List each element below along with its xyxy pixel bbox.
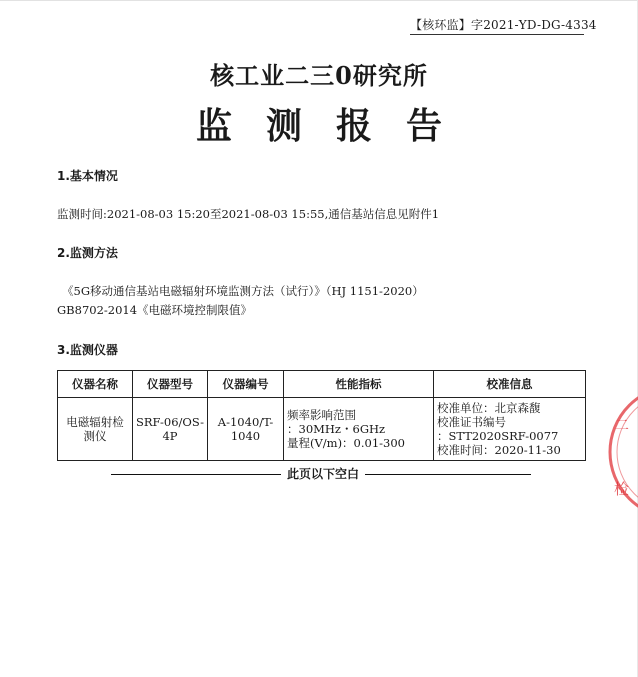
end-divider-right <box>365 474 531 475</box>
section-heading-instruments: 3.监测仪器 <box>57 343 118 357</box>
cell-text: 1040 <box>230 429 261 443</box>
table-row <box>58 398 586 461</box>
official-seal-stamp <box>598 382 638 522</box>
monitoring-time-text: 监测时间:2021-08-03 15:20至2021-08-03 15:55,通信基站信息见附件1 <box>57 207 440 221</box>
cell-text: 频率影响范围 <box>287 408 356 422</box>
section-heading-method: 2.监测方法 <box>57 246 118 260</box>
end-of-page-marker: 此页以下空白 <box>286 467 359 481</box>
calibration-cell <box>434 398 586 461</box>
cell-text: ：STT2020SRF-0077 <box>437 429 559 443</box>
performance-cell <box>284 398 434 461</box>
column-header: 仪器名称 <box>58 371 133 398</box>
instrument-name-cell <box>58 398 133 461</box>
cell-text: 量程(V/m)：0.01-300 <box>287 436 405 450</box>
cell-text: 校准单位：北京森馥 <box>437 401 541 415</box>
cell-text: SRF-06/OS- <box>136 415 205 429</box>
organization-title: 核工业二三0研究所 <box>210 61 428 90</box>
svg-text:二: 二 <box>615 418 629 434</box>
cell-text: 电磁辐射检 <box>66 415 124 429</box>
instrument-table <box>57 370 586 461</box>
seal-graphic <box>598 382 638 522</box>
method-standard-2: GB8702-2014《电磁环境控制限值》 <box>57 303 253 317</box>
section-heading-basic: 1.基本情况 <box>57 169 118 183</box>
column-header: 性能指标 <box>284 371 434 398</box>
column-header: 仪器编号 <box>208 371 284 398</box>
cell-text: 测仪 <box>83 429 107 443</box>
document-number: 【核环监】字2021-YD-DG-4334 <box>410 16 584 35</box>
table-header-row <box>58 371 586 398</box>
instrument-model-cell <box>133 398 208 461</box>
cell-text: 校准时间：2020-11-30 <box>437 443 561 457</box>
instrument-serial-cell <box>208 398 284 461</box>
svg-text:检: 检 <box>614 480 630 498</box>
cell-text: A-1040/T- <box>217 415 274 429</box>
page-edge <box>0 0 638 1</box>
cell-text: 校准证书编号 <box>437 415 506 429</box>
end-divider-left <box>111 474 281 475</box>
report-title: 监测报告 <box>195 105 476 147</box>
column-header: 仪器型号 <box>133 371 208 398</box>
cell-text: 4P <box>162 429 178 443</box>
cell-text: ：30MHz・6GHz <box>287 422 386 436</box>
method-standard-1: 《5G移动通信基站电磁辐射环境监测方法（试行）》（HJ 1151-2020） <box>62 284 424 298</box>
column-header: 校准信息 <box>434 371 586 398</box>
